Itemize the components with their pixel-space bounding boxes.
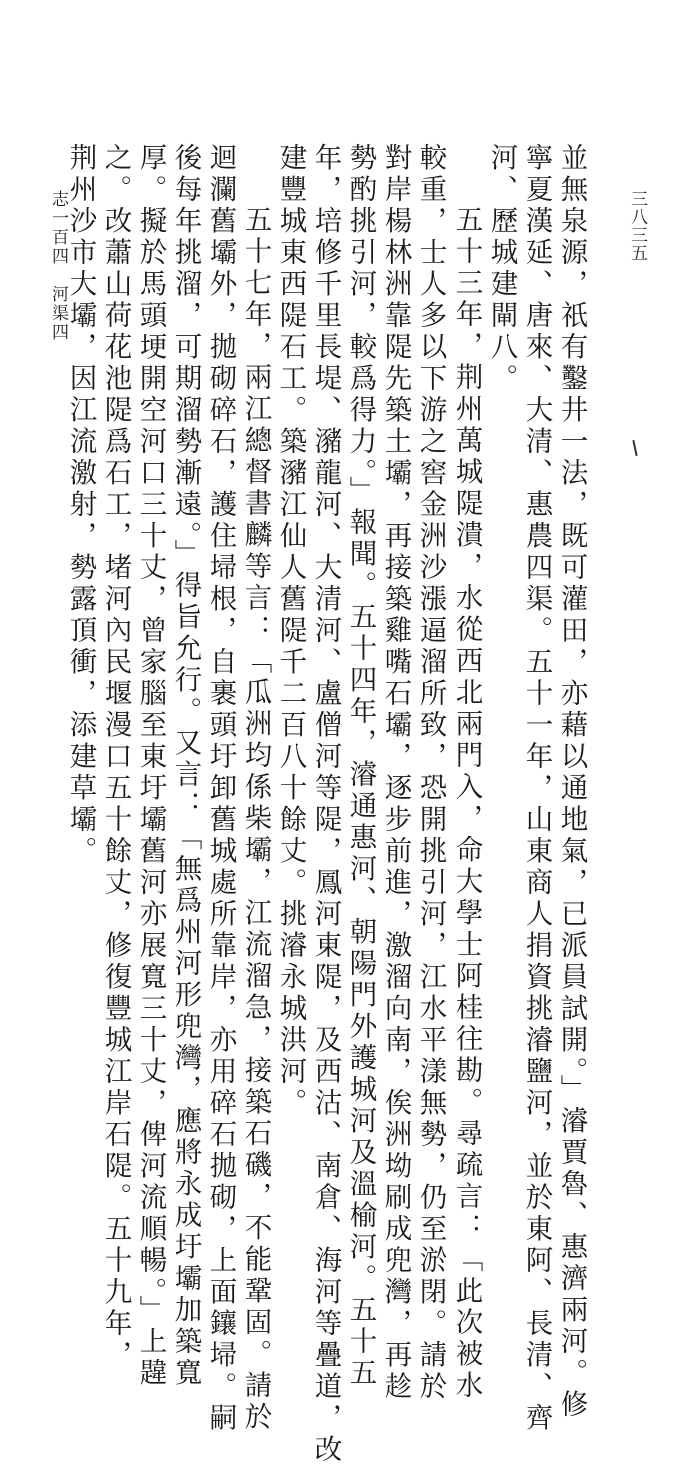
text-column: 荆州沙市大壩，因江流激射，勢露頂衝，添建草壩。: [64, 143, 97, 868]
text-column: 建豐城東西隄石工。築瀦江仙人舊隄千二百八十餘丈。挑濬永城洪河。: [274, 143, 307, 1120]
text-column: 五十三年，荆州萬城隄潰，水從西北兩門入，命大學士阿桂往勘。尋疏言：「此次被水: [450, 205, 483, 1402]
text-column: 寧夏漢延、唐來、大清、惠農四渠。五十一年，山東商人捐資挑濬鹽河，並於東阿、長清、齊: [520, 143, 553, 1435]
text-column: 年，培修千里長堤、瀦龍河、大清河、盧僧河等隄，鳳河東隄，及西沽、南倉、海河等疊道，改: [309, 143, 342, 1466]
text-column: 河、歷城建閘八。: [485, 143, 518, 395]
page-number: 三八三五: [627, 190, 647, 262]
scan-mark: [632, 440, 637, 456]
text-column: 後每年挑溜，可期溜勢漸遠。」得旨允行。又言：「無爲州河形兜灣，應將永成圩壩加築寬: [169, 143, 202, 1390]
text-column: 厚。擬於馬頭埂開空河口三十丈，曾家腦至東圩壩舊河亦展寬三十丈，俾河流順暢。」上韙: [134, 143, 167, 1390]
text-column: 勢酌挑引河，較爲得力。」報聞。五十四年，濬通惠河、朝陽門外護城河及溫榆河。五十五: [344, 143, 377, 1390]
text-column: 較重，士人多以下游之窖金洲沙漲逼溜所致，恐開挑引河，江水平漾無勢，仍至淤閉。請於: [414, 143, 447, 1403]
text-column: 對岸楊林洲靠隄先築土壩，再接築雞嘴石壩，逐步前進，激溜向南，俟洲坳刷成兜灣，再趁: [379, 143, 412, 1403]
running-title: 志一百四 河渠四: [48, 190, 68, 342]
text-column: 並無泉源，祇有鑿井一法，既可灌田，亦藉以通地氣，已派員試開。」濬賈魯、惠濟兩河。修: [555, 143, 588, 1421]
text-column: 之。改蕭山荷花池隄爲石工，堵河內民堰漫口五十餘丈，修復豐城江岸石隄。五十九年，: [99, 143, 132, 1372]
text-column: 五十七年，兩江總督書麟等言：「瓜洲均係柴壩，江流溜急，接築石磯，不能鞏固。請於: [239, 205, 272, 1434]
text-column: 迴瀾舊壩外，拋砌碎石，護住埽根，自裹頭圩卸舊城處所靠岸，亦用碎石拋砌，上面鑲埽。嗣: [204, 143, 237, 1435]
